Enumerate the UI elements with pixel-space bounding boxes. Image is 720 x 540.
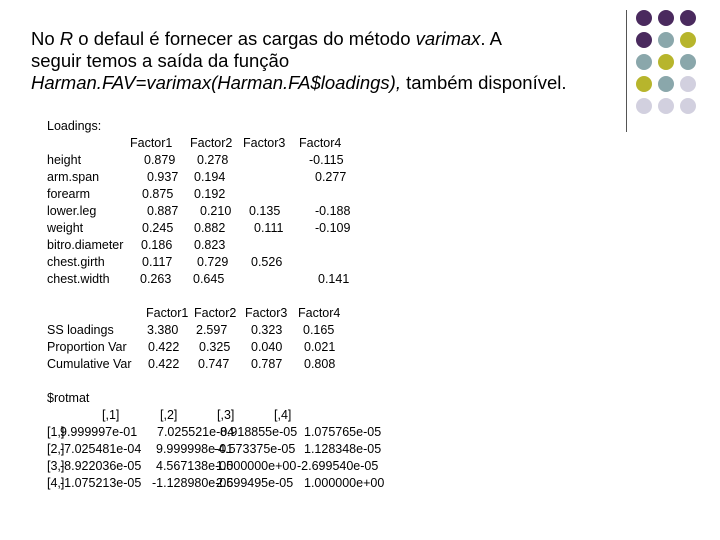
loading-value: 0.887: [147, 204, 179, 218]
title-line-2: seguir temos a saída da função: [31, 50, 290, 71]
column-header: Factor1: [146, 306, 189, 320]
summary-value: 0.747: [198, 357, 230, 371]
title-line-3: [31, 72, 621, 94]
loading-value: 0.263: [140, 272, 172, 286]
summary-value: 3.380: [147, 323, 179, 337]
variable-name: chest.girth: [47, 255, 105, 269]
loading-value: 0.210: [200, 204, 232, 218]
loading-value: 0.245: [142, 221, 174, 235]
row-index: [1,]: [47, 425, 65, 439]
column-header: Factor1: [130, 136, 173, 150]
rotmat-value: 7.025521e-04: [157, 425, 235, 439]
loading-value: 0.277: [315, 170, 347, 184]
loading-value: -0.188: [315, 204, 351, 218]
column-header: Factor2: [190, 136, 233, 150]
rotmat-value: 1.075765e-05: [304, 425, 382, 439]
variable-name: forearm: [47, 187, 91, 201]
title-text: . A: [480, 28, 503, 49]
loading-value: 0.526: [251, 255, 283, 269]
rotmat-value: -7.025481e-04: [60, 442, 142, 456]
rotmat-value: 1.000000e+00: [304, 476, 385, 490]
decorative-dot: [658, 32, 674, 48]
loading-value: -0.115: [309, 153, 344, 167]
decorative-dot: [636, 76, 652, 92]
decorative-dot: [636, 54, 652, 70]
column-header: Factor4: [298, 306, 341, 320]
rotmat-value: 9.999998e-01: [156, 442, 234, 456]
column-header: Factor3: [243, 136, 286, 150]
summary-value: 2.597: [196, 323, 228, 337]
column-header: [,2]: [160, 408, 178, 422]
decorative-dot: [658, 10, 674, 26]
row-index: [2,]: [47, 442, 65, 456]
slide-title: [31, 28, 621, 94]
summary-value: 0.325: [199, 340, 231, 354]
title-text: também disponível.: [400, 72, 567, 93]
loading-value: 0.186: [141, 238, 173, 252]
column-header: [,1]: [102, 408, 120, 422]
rotmat-value: -8.922036e-05: [60, 459, 142, 473]
variable-name: arm.span: [47, 170, 100, 184]
loading-value: 0.882: [194, 221, 226, 235]
decorative-dot: [636, 10, 652, 26]
rotmat-value: 2.699495e-05: [216, 476, 294, 490]
decorative-dot: [636, 32, 652, 48]
title-italic-r: R: [59, 28, 74, 49]
column-header: Factor4: [299, 136, 342, 150]
summary-label: Proportion Var: [47, 340, 127, 354]
column-header: Factor3: [245, 306, 288, 320]
decorative-dot: [680, 10, 696, 26]
rotmat-value: -1.128980e-05: [152, 476, 234, 490]
title-text: No: [31, 28, 60, 49]
summary-value: 0.808: [304, 357, 336, 371]
loading-value: 0.194: [194, 170, 226, 184]
loading-value: 0.729: [197, 255, 229, 269]
row-index: [4,]: [47, 476, 65, 490]
variable-name: lower.leg: [47, 204, 97, 218]
variable-name: bitro.diameter: [47, 238, 124, 252]
summary-value: 0.323: [251, 323, 283, 337]
loading-value: 0.937: [147, 170, 179, 184]
row-index: [3,]: [47, 459, 65, 473]
title-text: o defaul é fornecer as cargas do método: [73, 28, 416, 49]
variable-name: height: [47, 153, 82, 167]
column-header: [,4]: [274, 408, 292, 422]
rotmat-heading: $rotmat: [47, 391, 90, 405]
decorative-dot: [658, 76, 674, 92]
decorative-dot: [658, 98, 674, 114]
decorative-dot: [680, 98, 696, 114]
loading-value: 0.645: [193, 272, 225, 286]
rotmat-value: 1.128348e-05: [304, 442, 382, 456]
loading-value: 0.875: [142, 187, 174, 201]
summary-label: Cumulative Var: [47, 357, 132, 371]
rotmat-value: 4.567138e-05: [156, 459, 234, 473]
loading-value: 0.135: [249, 204, 281, 218]
rotmat-value: -1.075213e-05: [60, 476, 142, 490]
variable-name: weight: [47, 221, 84, 235]
loading-value: 0.141: [318, 272, 350, 286]
summary-value: 0.021: [304, 340, 336, 354]
loading-value: 0.192: [194, 187, 226, 201]
column-header: Factor2: [194, 306, 237, 320]
loading-value: 0.278: [197, 153, 229, 167]
summary-value: 0.422: [148, 340, 180, 354]
variable-name: chest.width: [47, 272, 110, 286]
summary-value: 0.040: [251, 340, 283, 354]
title-line-1: [31, 28, 621, 50]
summary-value: 0.165: [303, 323, 335, 337]
summary-value: 0.787: [251, 357, 283, 371]
loading-value: 0.117: [142, 255, 173, 269]
summary-label: SS loadings: [47, 323, 114, 337]
loading-value: 0.879: [144, 153, 176, 167]
loadings-heading: Loadings:: [47, 119, 102, 133]
divider-line: [626, 10, 627, 132]
loading-value: 0.111: [254, 221, 284, 235]
decorative-dot: [680, 76, 696, 92]
summary-value: 0.422: [148, 357, 180, 371]
title-italic-function: Harman.FAV=varimax(Harman.FA$loadings),: [31, 72, 401, 93]
decorative-dot: [636, 98, 652, 114]
rotmat-value: -4.573375e-05: [214, 442, 296, 456]
loading-value: 0.823: [194, 238, 226, 252]
rotmat-value: 9.999997e-01: [60, 425, 138, 439]
column-header: [,3]: [217, 408, 235, 422]
rotmat-value: 1.000000e+00: [216, 459, 297, 473]
decorative-dot: [680, 32, 696, 48]
title-italic-varimax: varimax: [415, 28, 481, 49]
decorative-dot: [680, 54, 696, 70]
decorative-dot: [658, 54, 674, 70]
rotmat-value: -2.699540e-05: [297, 459, 379, 473]
loading-value: -0.109: [315, 221, 351, 235]
rotmat-value: 8.918855e-05: [220, 425, 298, 439]
